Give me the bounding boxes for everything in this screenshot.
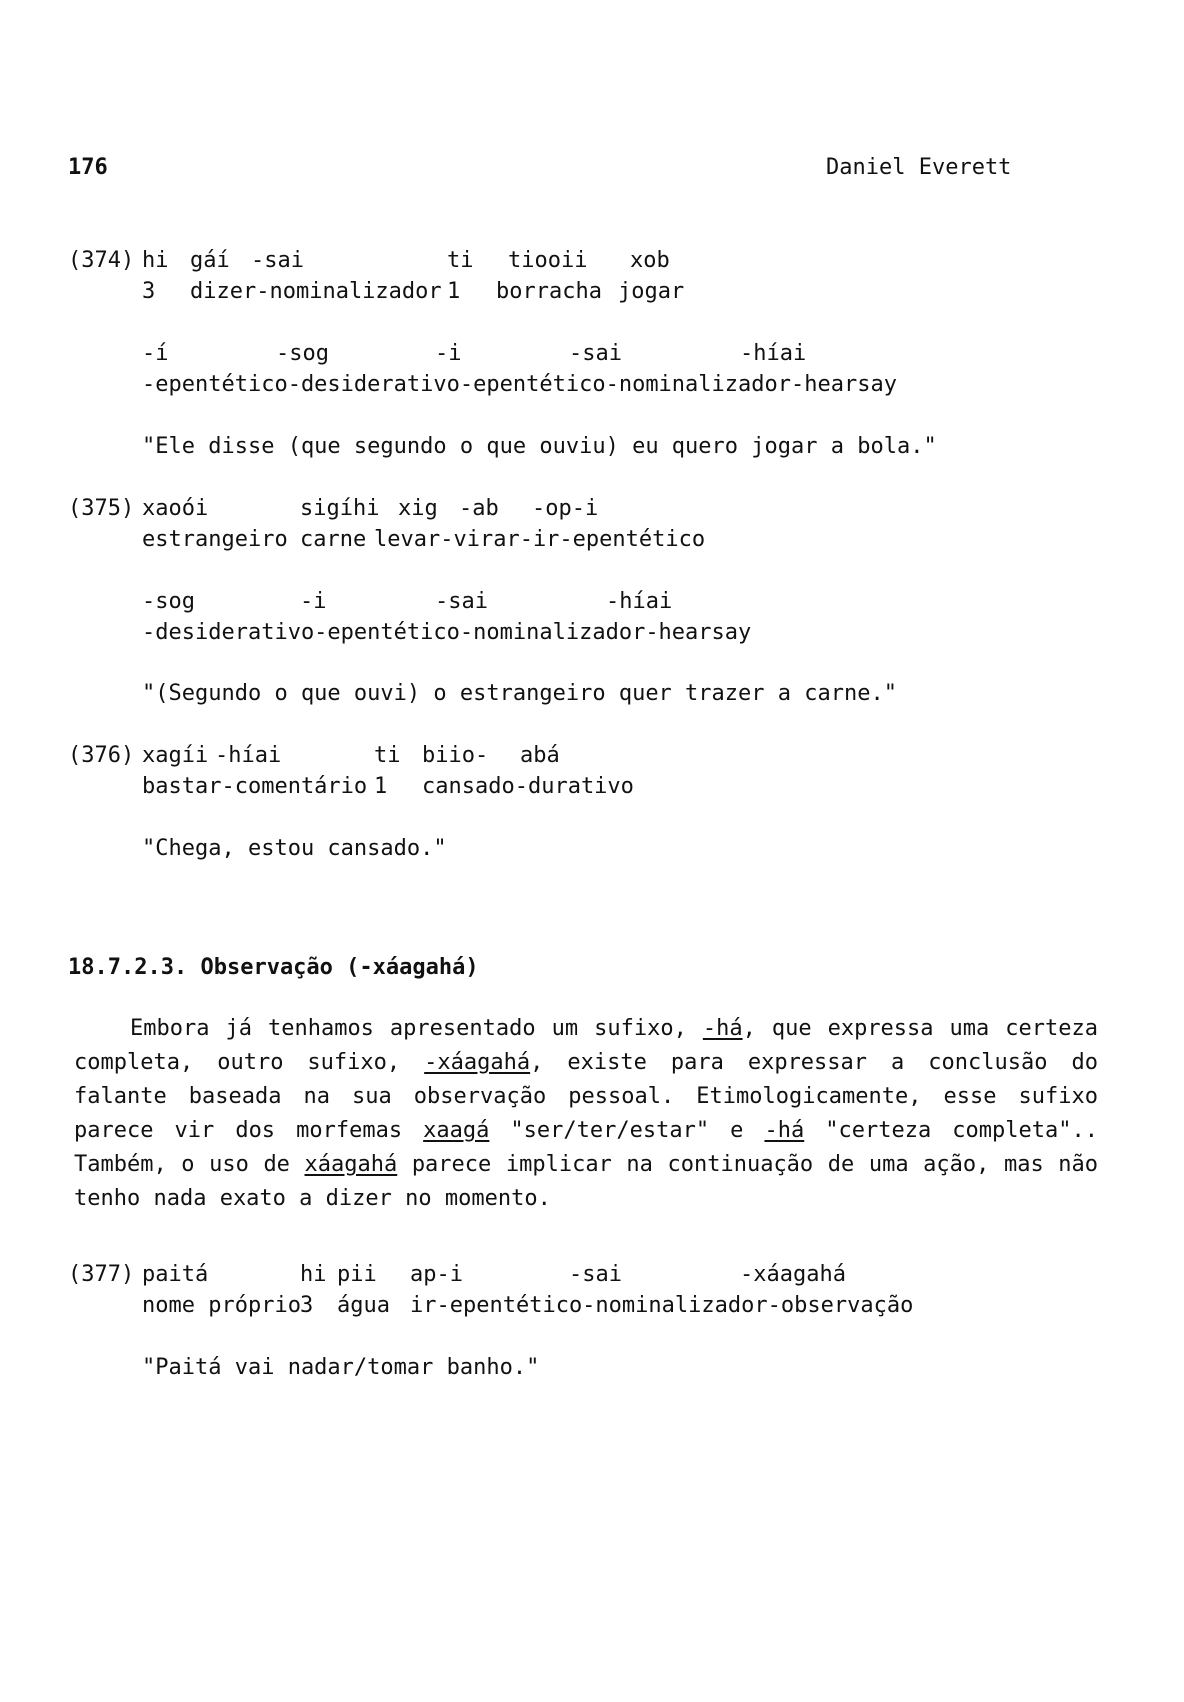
gloss-morpheme: hi bbox=[142, 248, 169, 273]
gloss-morpheme: xaoói bbox=[142, 496, 209, 521]
gloss-morpheme: -ab bbox=[459, 496, 499, 521]
gloss-word: bastar-comentário bbox=[142, 774, 368, 799]
section-heading bbox=[68, 955, 479, 981]
gloss-morpheme: tiooii bbox=[508, 248, 588, 273]
gloss-morpheme: -í bbox=[142, 341, 169, 366]
gloss-morpheme: ti bbox=[447, 248, 474, 273]
gloss-morpheme: -híai bbox=[740, 341, 807, 366]
running-header-author: Daniel Everett bbox=[826, 155, 1012, 180]
gloss-morpheme: xagíi bbox=[142, 743, 209, 768]
gloss-word: nome próprio bbox=[142, 1293, 301, 1318]
gloss-word: carne bbox=[300, 527, 367, 552]
gloss-morpheme: xob bbox=[630, 248, 670, 273]
gloss-word: cansado-durativo bbox=[422, 774, 634, 799]
gloss-morpheme: -sai bbox=[569, 341, 622, 366]
gloss-morpheme: -sai bbox=[251, 248, 304, 273]
gloss-morpheme: abá bbox=[520, 743, 560, 768]
translation: "Chega, estou cansado." bbox=[142, 836, 447, 861]
gloss-morpheme: pii bbox=[337, 1262, 377, 1287]
gloss-line: -desiderativo-epentético-nominalizador-hearsay bbox=[142, 620, 752, 645]
gloss-word: 1 bbox=[374, 774, 388, 799]
gloss-word: ir-epentético-nominalizador-observação bbox=[410, 1293, 914, 1318]
translation: "(Segundo o que ouvi) o estrangeiro quer trazer a carne." bbox=[142, 681, 897, 706]
suffix-term: -xáagahá bbox=[424, 1050, 531, 1075]
gloss-morpheme: -híai bbox=[606, 589, 673, 614]
suffix-term: xaagá bbox=[423, 1118, 490, 1143]
gloss-morpheme: sigíhi bbox=[300, 496, 380, 521]
gloss-morpheme: hi bbox=[300, 1262, 327, 1287]
gloss-morpheme: -xáagahá bbox=[740, 1262, 846, 1287]
gloss-morpheme: ti bbox=[374, 743, 401, 768]
translation: "Ele disse (que segundo o que ouviu) eu quero jogar a bola." bbox=[142, 434, 937, 459]
paragraph-line: falante baseada na sua observação pessoal. Etimologicamente, esse sufixo bbox=[74, 1084, 1098, 1109]
gloss-word: 3 bbox=[300, 1293, 314, 1318]
paragraph-line: Também, o uso de xáagahá parece implicar na continuação de uma ação, mas não bbox=[74, 1152, 1098, 1177]
gloss-morpheme: biio- bbox=[422, 743, 489, 768]
gloss-morpheme: gáí bbox=[190, 248, 230, 273]
example-number: (376) bbox=[68, 743, 135, 768]
gloss-morpheme: ap-i bbox=[410, 1262, 463, 1287]
gloss-morpheme: -i bbox=[435, 341, 462, 366]
gloss-morpheme: -op-i bbox=[532, 496, 599, 521]
paragraph-line: completa, outro sufixo, -xáagahá, existe para expressar a conclusão do bbox=[74, 1050, 1098, 1075]
gloss-morpheme: -sog bbox=[142, 589, 195, 614]
gloss-morpheme: -sai bbox=[569, 1262, 622, 1287]
suffix-term: xáagahá bbox=[304, 1152, 398, 1177]
gloss-morpheme: -sog bbox=[276, 341, 329, 366]
gloss-morpheme: -sai bbox=[435, 589, 488, 614]
example-number: (375) bbox=[68, 496, 135, 521]
section-number: 18.7.2.3. bbox=[68, 955, 188, 980]
gloss-word: levar-virar-ir-epentético bbox=[374, 527, 706, 552]
gloss-word: 3 bbox=[142, 279, 156, 304]
page-number: 176 bbox=[68, 155, 108, 180]
translation: "Paitá vai nadar/tomar banho." bbox=[142, 1355, 540, 1380]
gloss-word: jogar bbox=[618, 279, 685, 304]
paragraph-line: Embora já tenhamos apresentado um sufixo, -há, que expressa uma certeza bbox=[130, 1016, 1098, 1041]
paragraph-line: parece vir dos morfemas xaagá "ser/ter/estar" e -há "certeza completa".. bbox=[74, 1118, 1098, 1143]
gloss-morpheme: paitá bbox=[142, 1262, 209, 1287]
section-title: Observação (-xáagahá) bbox=[200, 955, 479, 980]
gloss-morpheme: -híai bbox=[215, 743, 282, 768]
gloss-word: dizer-nominalizador bbox=[190, 279, 442, 304]
gloss-word: 1 bbox=[447, 279, 461, 304]
paragraph-line: tenho nada exato a dizer no momento. bbox=[74, 1186, 551, 1211]
body-paragraph bbox=[74, 1012, 1098, 1216]
gloss-word: estrangeiro bbox=[142, 527, 288, 552]
gloss-morpheme: -i bbox=[300, 589, 327, 614]
gloss-line: -epentético-desiderativo-epentético-nominalizador-hearsay bbox=[142, 372, 897, 397]
gloss-word: borracha bbox=[496, 279, 602, 304]
suffix-term: -há bbox=[764, 1118, 805, 1143]
gloss-word: água bbox=[337, 1293, 390, 1318]
gloss-morpheme: xig bbox=[398, 496, 438, 521]
suffix-term: -há bbox=[702, 1016, 743, 1041]
example-number: (374) bbox=[68, 248, 135, 273]
example-number: (377) bbox=[68, 1262, 135, 1287]
